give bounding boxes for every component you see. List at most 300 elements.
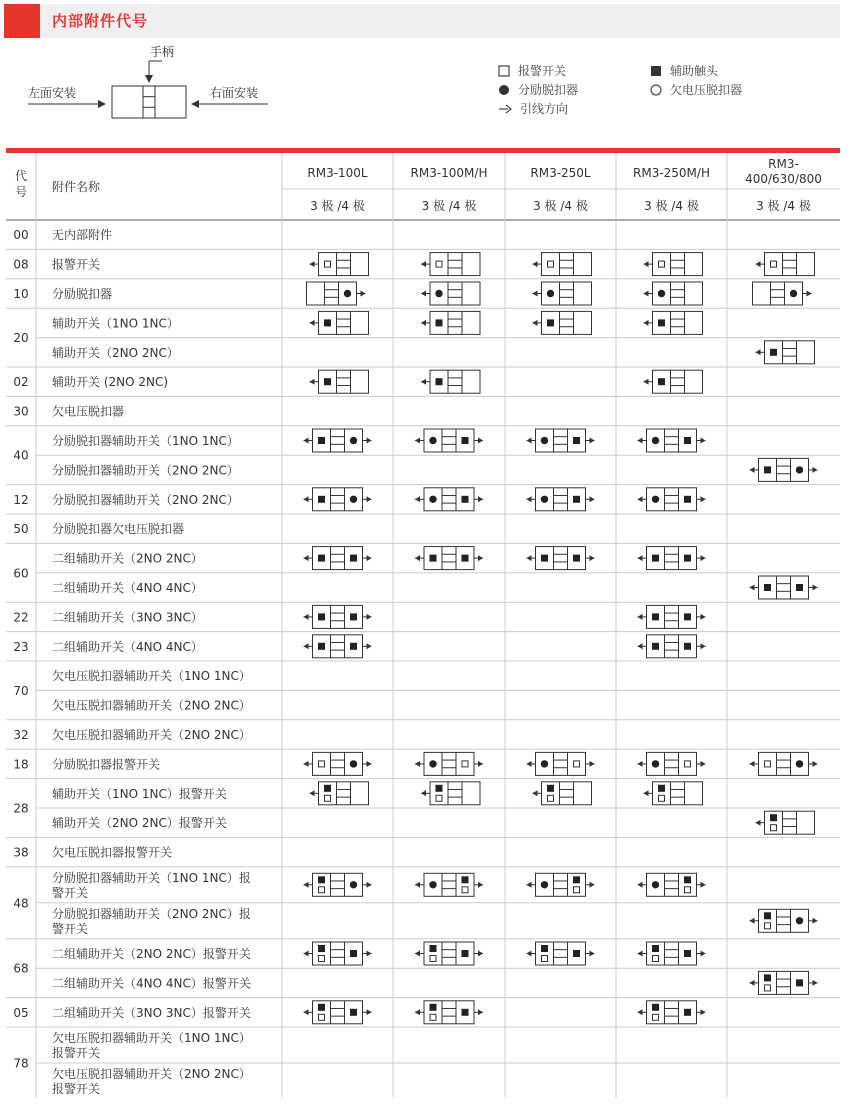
- table-row: [52, 576, 818, 599]
- wiring-symbol: [304, 488, 372, 511]
- code-group: [13, 870, 840, 936]
- accessory-name: 无内部附件: [52, 228, 113, 243]
- wiring-symbol: [304, 635, 372, 658]
- accessory-name: 欠电压脱扣器辅助开关（2NO 2NC）: [52, 728, 251, 742]
- wiring-symbol: [527, 429, 595, 452]
- accessory-name: 分励脱扣器辅助开关（2NO 2NC）: [52, 492, 239, 507]
- alarm-switch-icon: [765, 985, 771, 991]
- accessory-code: 23: [13, 639, 29, 654]
- shunt-release-icon: [652, 881, 659, 888]
- alarm-switch-icon: [659, 261, 665, 267]
- wiring-symbol: [750, 458, 818, 481]
- wiring-symbol: [415, 873, 483, 896]
- accessory-code: 08: [13, 257, 29, 272]
- wiring-symbol: [533, 282, 592, 305]
- wiring-symbol: [756, 253, 815, 276]
- wiring-symbol: [415, 547, 483, 570]
- aux-contact-icon: [764, 912, 771, 919]
- wiring-symbol: [756, 341, 815, 364]
- aux-contact-icon: [350, 950, 357, 957]
- aux-contact-icon: [430, 945, 437, 952]
- alarm-switch-icon: [436, 795, 442, 801]
- shunt-release-icon: [796, 466, 803, 473]
- aux-contact-icon: [658, 378, 665, 385]
- wiring-symbol: [421, 282, 480, 305]
- accessory-code: 18: [13, 757, 29, 772]
- code-group: [13, 635, 705, 658]
- aux-contact-icon: [350, 1009, 357, 1016]
- accessory-name: 二组辅助开关（2NO 2NC）: [52, 551, 203, 566]
- table-row: [52, 1030, 251, 1060]
- wiring-symbol: [304, 605, 372, 628]
- aux-contact-icon: [770, 349, 777, 356]
- wiring-symbol: [750, 909, 818, 932]
- aux-contact-icon: [796, 584, 803, 591]
- wiring-symbol: [638, 488, 706, 511]
- aux-contact-icon: [318, 643, 325, 650]
- table-row: [52, 370, 703, 393]
- shunt-release-icon: [350, 760, 357, 767]
- aux-contact-icon: [462, 1009, 469, 1016]
- wiring-symbol: [527, 488, 595, 511]
- legend-item-alarm-switch: 报警开关: [498, 62, 566, 79]
- accessory-code: 48: [13, 896, 29, 911]
- aux-contact-icon: [318, 555, 325, 562]
- accessory-code: 28: [13, 801, 29, 816]
- legend: [498, 62, 838, 122]
- wiring-symbol: [421, 782, 480, 805]
- table-row: [52, 782, 703, 805]
- wiring-symbol: [304, 547, 372, 570]
- wiring-symbol: [750, 971, 818, 994]
- accessory-code: 02: [13, 375, 29, 390]
- accessory-code: 20: [13, 331, 29, 346]
- table-row: [52, 635, 706, 658]
- alarm-switch-icon: [771, 261, 777, 267]
- table-row: [52, 1066, 251, 1096]
- code-header-line: 代: [14, 169, 28, 183]
- alarm-switch-icon: [765, 923, 771, 929]
- code-group: [13, 845, 172, 860]
- code-group: [13, 1030, 840, 1096]
- accessory-code: 22: [13, 610, 29, 625]
- code-group: [13, 488, 705, 511]
- accessory-name: 欠电压脱扣器报警开关: [52, 845, 173, 860]
- accessory-name: 二组辅助开关（3NO 3NC）报警开关: [52, 1005, 251, 1020]
- poles-header: 3 极 /4 极: [756, 199, 811, 213]
- wiring-symbol: [644, 253, 703, 276]
- accessory-name: 辅助开关（1NO 1NC）: [52, 316, 179, 331]
- hollow-circle-icon: [650, 84, 662, 96]
- table-row: [52, 311, 703, 334]
- accessory-name: 报警开关: [52, 1046, 101, 1060]
- shunt-release-icon: [429, 496, 436, 503]
- aux-contact-icon: [462, 496, 469, 503]
- aux-contact-icon: [436, 378, 443, 385]
- wiring-symbol: [304, 752, 372, 775]
- aux-contact-icon: [462, 950, 469, 957]
- accessory-name: 警开关: [52, 885, 89, 900]
- model-header: RM3-100M/H: [410, 166, 488, 180]
- aux-contact-icon: [318, 945, 325, 952]
- table-row: [52, 752, 818, 775]
- wiring-symbol: [533, 253, 592, 276]
- alarm-switch-icon: [574, 761, 580, 767]
- legend-item-lead-direction: 引线方向: [498, 100, 568, 117]
- shunt-release-icon: [350, 881, 357, 888]
- code-group: [13, 253, 814, 276]
- wiring-symbol: [638, 429, 706, 452]
- table-row: [52, 547, 706, 570]
- accessory-name: 欠电压脱扣器: [52, 404, 125, 419]
- table-row: [52, 404, 124, 419]
- accessory-code: 40: [13, 448, 29, 463]
- wiring-symbol: [533, 311, 592, 334]
- wiring-symbol: [304, 873, 372, 896]
- table-row: [52, 227, 112, 242]
- wiring-symbol: [304, 429, 372, 452]
- aux-contact-icon: [684, 555, 691, 562]
- aux-contact-icon: [318, 1004, 325, 1011]
- right-mount-label: 右面安装: [210, 86, 259, 100]
- wiring-symbol: [638, 1001, 706, 1024]
- shunt-release-icon: [350, 496, 357, 503]
- accessory-name: 分励脱扣器辅助开关（2NO 2NC）报: [52, 906, 251, 921]
- alarm-switch-icon: [462, 761, 468, 767]
- legend-item-aux-contact: 辅助触头: [650, 62, 718, 79]
- aux-contact-icon: [764, 974, 771, 981]
- aux-contact-icon: [350, 555, 357, 562]
- accessory-code: 78: [13, 1056, 29, 1071]
- alarm-switch-icon: [325, 261, 331, 267]
- alarm-switch-icon: [319, 1014, 325, 1020]
- alarm-switch-icon: [574, 887, 580, 893]
- alarm-switch-icon: [653, 956, 659, 962]
- shunt-release-icon: [547, 290, 554, 297]
- shunt-release-icon: [796, 917, 803, 924]
- wiring-symbol: [638, 547, 706, 570]
- table-row: [52, 488, 706, 511]
- poles-header: 3 极 /4 极: [421, 199, 477, 213]
- aux-contact-icon: [462, 437, 469, 444]
- alarm-switch-icon: [548, 261, 554, 267]
- aux-contact-icon: [547, 785, 554, 792]
- aux-contact-icon: [652, 555, 659, 562]
- alarm-switch-icon: [436, 261, 442, 267]
- accessory-name: 警开关: [52, 921, 89, 936]
- code-group: [13, 429, 840, 481]
- poles-header: 3 极 /4 极: [533, 199, 588, 213]
- aux-contact-icon: [573, 555, 580, 562]
- alarm-switch-icon: [685, 761, 691, 767]
- accessory-name: 报警开关: [52, 1082, 101, 1096]
- accessory-name: 辅助开关 (2NO 2NC): [52, 375, 169, 390]
- aux-contact-icon: [684, 950, 691, 957]
- legend-item-shunt-release: 分励脱扣器: [498, 81, 578, 98]
- table-row: [52, 870, 706, 900]
- aux-contact-icon: [764, 584, 771, 591]
- alarm-switch-icon: [325, 795, 331, 801]
- aux-contact-icon: [652, 945, 659, 952]
- aux-contact-icon: [658, 785, 665, 792]
- wiring-symbol: [644, 782, 703, 805]
- aux-contact-icon: [547, 319, 554, 326]
- section-title: 内部附件代号: [52, 12, 149, 30]
- code-group: [13, 727, 251, 742]
- table-row: [52, 727, 251, 742]
- aux-contact-icon: [684, 643, 691, 650]
- aux-contact-icon: [652, 613, 659, 620]
- handle-label: 手柄: [149, 45, 175, 59]
- hollow-square-icon: [498, 65, 510, 77]
- wiring-symbol: [638, 752, 706, 775]
- accessory-name: 辅助开关（2NO 2NC）: [52, 345, 179, 360]
- shunt-release-icon: [429, 881, 436, 888]
- aux-contact-icon: [430, 1004, 437, 1011]
- shunt-release-icon: [541, 496, 548, 503]
- name-header: 附件名称: [52, 180, 101, 194]
- table-header: [15, 157, 822, 213]
- wiring-symbol: [310, 311, 369, 334]
- table-row: [52, 845, 172, 860]
- aux-contact-icon: [573, 437, 580, 444]
- accessory-name: 二组辅助开关（2NO 2NC）报警开关: [52, 947, 251, 961]
- code-group: [13, 282, 811, 305]
- wiring-symbol: [421, 253, 480, 276]
- wiring-symbol: [644, 282, 703, 305]
- accessory-code: 68: [13, 961, 29, 976]
- alarm-switch-icon: [319, 956, 325, 962]
- code-group: [13, 668, 840, 712]
- table-row: [52, 942, 706, 965]
- wiring-symbol: [415, 488, 483, 511]
- filled-circle-icon: [498, 84, 510, 96]
- wiring-symbol: [644, 311, 703, 334]
- accessory-code: 10: [13, 287, 29, 301]
- aux-contact-icon: [436, 319, 443, 326]
- shunt-release-icon: [652, 760, 659, 767]
- wiring-symbol: [753, 282, 812, 305]
- accessory-name: 分励脱扣器欠电压脱扣器: [52, 522, 185, 537]
- wiring-symbol: [310, 782, 369, 805]
- aux-contact-icon: [436, 785, 443, 792]
- aux-contact-icon: [462, 555, 469, 562]
- table-row: [52, 458, 818, 481]
- accessory-name: 欠电压脱扣器辅助开关（2NO 2NC）: [52, 1067, 251, 1081]
- aux-contact-icon: [684, 496, 691, 503]
- accessory-code: 60: [13, 566, 29, 581]
- aux-contact-icon: [541, 555, 548, 562]
- table-row: [52, 341, 815, 364]
- wiring-symbol: [638, 942, 706, 965]
- model-header: RM3-100L: [307, 166, 368, 180]
- table-row: [52, 253, 815, 276]
- wiring-symbol: [415, 942, 483, 965]
- wiring-symbol: [638, 873, 706, 896]
- table-row: [52, 668, 251, 683]
- aux-contact-icon: [684, 1009, 691, 1016]
- accessory-name: 欠电压脱扣器辅助开关（2NO 2NC）: [52, 698, 251, 713]
- aux-contact-icon: [324, 378, 331, 385]
- alarm-switch-icon: [685, 887, 691, 893]
- table-row: [52, 605, 706, 628]
- code-header-line: 号: [14, 185, 28, 199]
- accessory-name: 分励脱扣器: [52, 287, 113, 301]
- wiring-symbol: [310, 370, 369, 393]
- wiring-symbol: [304, 1001, 372, 1024]
- aux-contact-icon: [350, 613, 357, 620]
- wiring-symbol: [310, 253, 369, 276]
- code-group: [13, 782, 840, 834]
- wiring-symbol: [638, 605, 706, 628]
- table-row: [52, 906, 818, 936]
- wiring-symbol: [307, 282, 366, 305]
- code-group: [13, 404, 124, 419]
- shunt-release-icon: [541, 881, 548, 888]
- code-group: [13, 547, 840, 599]
- alarm-switch-icon: [771, 825, 777, 831]
- alarm-switch-icon: [765, 761, 771, 767]
- accessory-name: 报警开关: [52, 257, 101, 272]
- filled-square-icon: [650, 65, 662, 77]
- code-group: [13, 942, 840, 994]
- aux-contact-icon: [658, 319, 665, 326]
- alarm-switch-icon: [542, 956, 548, 962]
- accessory-code: 70: [13, 683, 29, 698]
- code-group: [13, 605, 705, 628]
- accessory-name: 辅助开关（2NO 2NC）报警开关: [52, 816, 227, 831]
- model-header: 400/630/800: [745, 172, 822, 186]
- legend-item-undervoltage-release: 欠电压脱扣器: [650, 81, 742, 98]
- accessory-name: 二组辅助开关（4NO 4NC）报警开关: [52, 976, 251, 991]
- aux-contact-icon: [796, 979, 803, 986]
- wiring-symbol: [533, 782, 592, 805]
- alarm-switch-icon: [659, 795, 665, 801]
- accessory-name: 二组辅助开关（4NO 4NC）: [52, 581, 203, 595]
- shunt-release-icon: [652, 496, 659, 503]
- aux-contact-icon: [652, 1004, 659, 1011]
- table-top-bar: [6, 148, 840, 153]
- code-group: [13, 752, 817, 775]
- aux-contact-icon: [573, 496, 580, 503]
- accessory-code: 05: [13, 1005, 29, 1020]
- aux-contact-icon: [573, 876, 580, 883]
- table-row: [52, 282, 812, 305]
- accessory-code: 30: [13, 404, 29, 419]
- wiring-symbol: [527, 752, 595, 775]
- aux-contact-icon: [318, 496, 325, 503]
- aux-contact-icon: [684, 613, 691, 620]
- wiring-symbol: [415, 429, 483, 452]
- shunt-release-icon: [344, 290, 351, 297]
- accessory-name: 分励脱扣器辅助开关（1NO 1NC）报: [52, 870, 251, 885]
- aux-contact-icon: [318, 876, 325, 883]
- wiring-symbol: [638, 635, 706, 658]
- shunt-release-icon: [790, 290, 797, 297]
- alarm-switch-icon: [319, 887, 325, 893]
- shunt-release-icon: [652, 437, 659, 444]
- alarm-switch-icon: [548, 795, 554, 801]
- code-group: [13, 1001, 705, 1024]
- aux-contact-icon: [652, 643, 659, 650]
- aux-contact-icon: [318, 613, 325, 620]
- mounting-diagram: [0, 40, 300, 140]
- shunt-release-icon: [435, 290, 442, 297]
- wiring-symbol: [750, 752, 818, 775]
- aux-contact-icon: [324, 319, 331, 326]
- arrow-right-icon: [498, 103, 512, 115]
- accessory-table: [6, 148, 840, 1098]
- aux-contact-icon: [684, 437, 691, 444]
- shunt-release-icon: [541, 760, 548, 767]
- wiring-symbol: [756, 811, 815, 834]
- accessory-name: 欠电压脱扣器辅助开关（1NO 1NC）: [52, 669, 251, 684]
- aux-contact-icon: [541, 945, 548, 952]
- wiring-symbol: [415, 752, 483, 775]
- wiring-symbol: [527, 942, 595, 965]
- code-group: [13, 521, 184, 536]
- accessory-name: 分励脱扣器报警开关: [52, 757, 161, 772]
- left-mount-label: 左面安装: [28, 86, 77, 100]
- alarm-switch-icon: [430, 1014, 436, 1020]
- model-header: RM3-250M/H: [633, 166, 710, 180]
- wiring-symbol: [750, 576, 818, 599]
- header-accent-block: [4, 4, 40, 38]
- poles-header: 3 极 /4 极: [310, 199, 365, 213]
- breaker-body: [112, 86, 186, 118]
- shunt-release-icon: [541, 437, 548, 444]
- aux-contact-icon: [324, 785, 331, 792]
- accessory-code: 12: [13, 492, 29, 507]
- code-group: [13, 227, 112, 242]
- accessory-name: 分励脱扣器辅助开关（2NO 2NC）: [52, 463, 239, 478]
- alarm-switch-icon: [319, 761, 325, 767]
- accessory-name: 欠电压脱扣器辅助开关（1NO 1NC）: [52, 1031, 251, 1045]
- shunt-release-icon: [429, 760, 436, 767]
- aux-contact-icon: [462, 876, 469, 883]
- table-row: [52, 698, 251, 713]
- accessory-code: 00: [13, 228, 29, 243]
- wiring-symbol: [304, 942, 372, 965]
- table-row: [52, 1001, 706, 1024]
- accessory-code: 38: [13, 845, 29, 860]
- wiring-symbol: [415, 1001, 483, 1024]
- code-group: [13, 370, 702, 393]
- shunt-release-icon: [658, 290, 665, 297]
- table-row: [52, 521, 184, 536]
- accessory-name: 二组辅助开关（4NO 4NC）: [52, 639, 203, 654]
- alarm-switch-icon: [430, 956, 436, 962]
- aux-contact-icon: [764, 466, 771, 473]
- aux-contact-icon: [573, 950, 580, 957]
- aux-contact-icon: [430, 555, 437, 562]
- shunt-release-icon: [796, 760, 803, 767]
- alarm-switch-icon: [462, 887, 468, 893]
- table-row: [52, 971, 818, 994]
- accessory-name: 二组辅助开关（3NO 3NC）: [52, 610, 203, 625]
- wiring-symbol: [421, 311, 480, 334]
- poles-header: 3 极 /4 极: [644, 199, 699, 213]
- wiring-symbol: [644, 370, 703, 393]
- model-header: RM3-: [768, 157, 799, 171]
- accessory-name: 辅助开关（1NO 1NC）报警开关: [52, 786, 227, 801]
- model-header: RM3-250L: [530, 166, 591, 180]
- aux-contact-icon: [770, 814, 777, 821]
- table-row: [52, 811, 815, 834]
- code-group: [13, 311, 840, 363]
- shunt-release-icon: [429, 437, 436, 444]
- wiring-symbol: [527, 547, 595, 570]
